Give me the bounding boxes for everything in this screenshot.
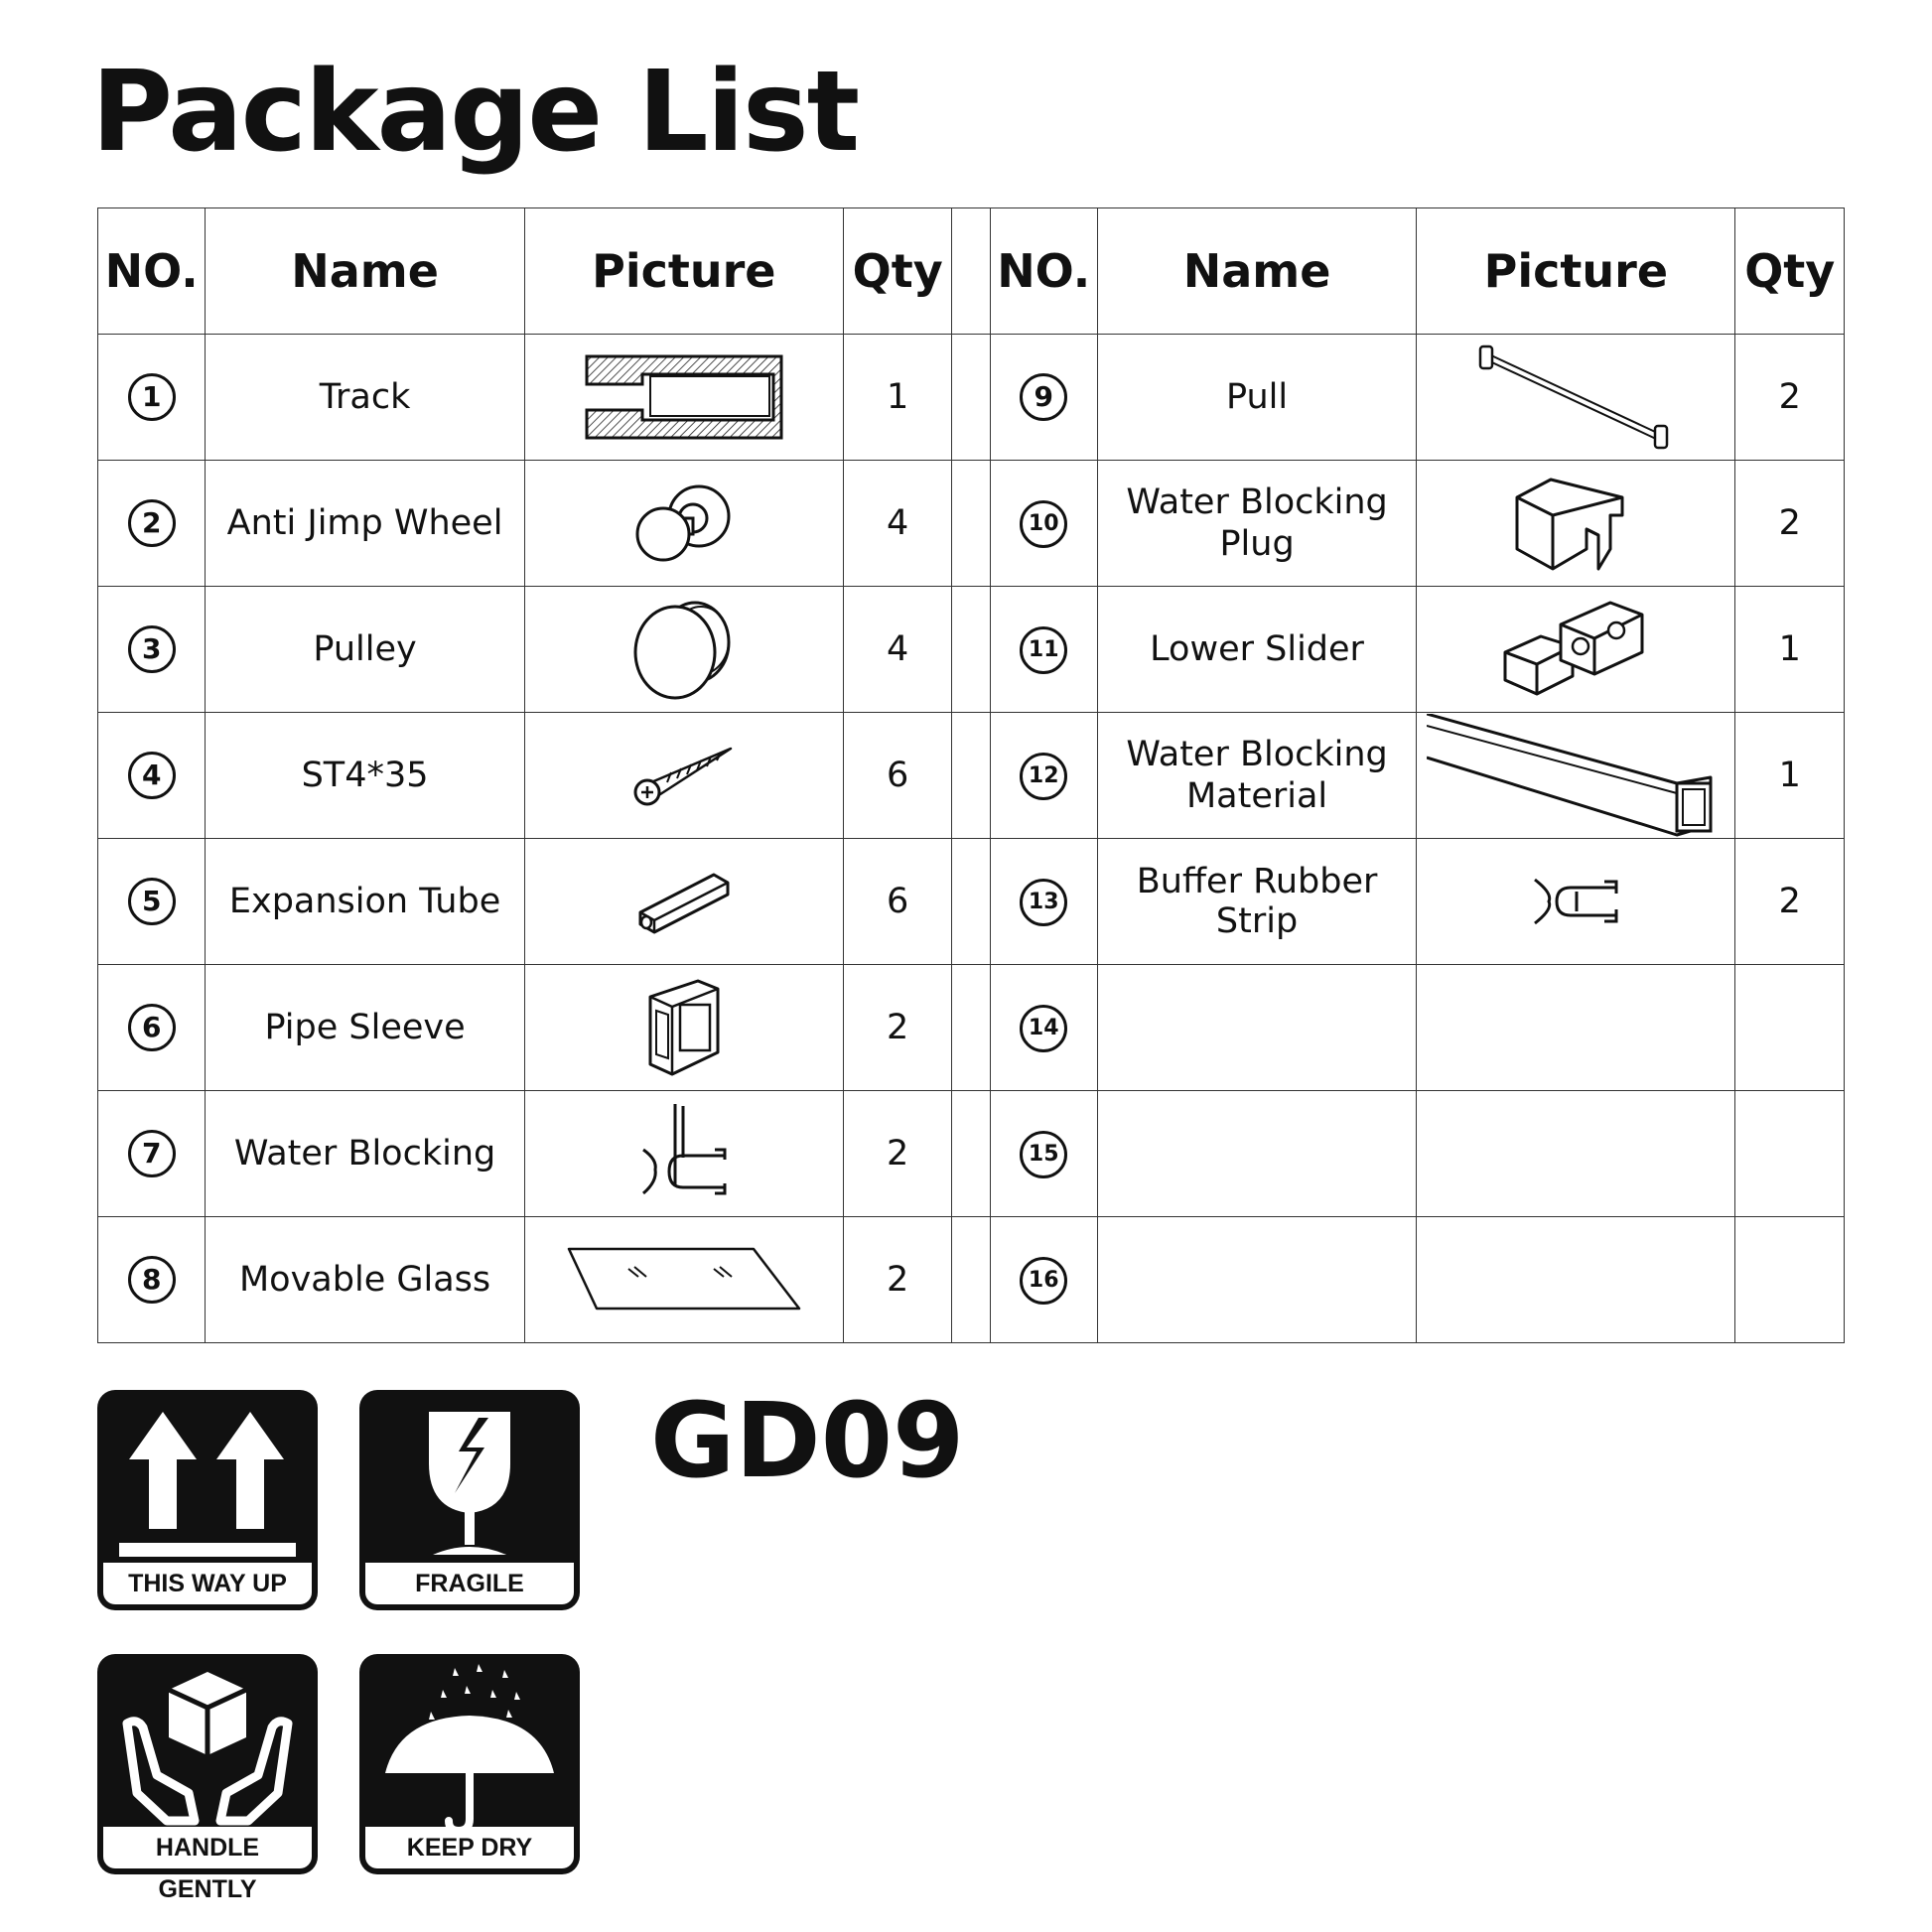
item-name	[1097, 965, 1416, 1091]
item-qty: 6	[843, 713, 951, 839]
column-gap	[952, 587, 990, 713]
item-name	[1097, 1091, 1416, 1217]
header-no: NO.	[98, 208, 206, 335]
anti-jump-wheel-icon	[524, 461, 843, 587]
item-name: Expansion Tube	[206, 839, 524, 965]
item-qty: 6	[843, 839, 951, 965]
item-name: Water Blocking	[206, 1091, 524, 1217]
column-gap	[952, 461, 990, 587]
screw-icon	[524, 713, 843, 839]
item-qty: 2	[1735, 839, 1845, 965]
item-name: Anti Jimp Wheel	[206, 461, 524, 587]
item-number: 11	[1020, 626, 1067, 674]
item-picture-empty	[1417, 1091, 1735, 1217]
item-number: 2	[128, 499, 176, 547]
table-row	[98, 839, 1845, 965]
item-number: 6	[128, 1004, 176, 1051]
header-name: Name	[206, 208, 524, 335]
glass-panel-icon	[524, 1217, 843, 1343]
header-no: NO.	[990, 208, 1097, 335]
badge-label: FRAGILE	[365, 1563, 574, 1604]
column-gap	[952, 335, 990, 461]
table-row	[98, 965, 1845, 1091]
item-name: Water Blocking Material	[1097, 713, 1416, 839]
page-title: Package List	[91, 48, 859, 177]
item-picture-empty	[1417, 965, 1735, 1091]
badge-label: THIS WAY UP	[103, 1563, 312, 1604]
item-qty	[1735, 965, 1845, 1091]
item-qty: 1	[1735, 587, 1845, 713]
handle-gently-badge	[97, 1654, 318, 1903]
item-name: Pipe Sleeve	[206, 965, 524, 1091]
item-picture-empty	[1417, 1217, 1735, 1343]
badge-label: KEEP DRY	[365, 1827, 574, 1868]
header-picture: Picture	[1417, 208, 1735, 335]
item-qty: 2	[1735, 335, 1845, 461]
item-qty: 2	[843, 1091, 951, 1217]
item-number: 13	[1020, 879, 1067, 926]
item-name	[1097, 1217, 1416, 1343]
item-qty: 4	[843, 461, 951, 587]
package-table	[97, 207, 1845, 1343]
item-name: Track	[206, 335, 524, 461]
table-row	[98, 335, 1845, 461]
track-profile-icon	[524, 335, 843, 461]
item-qty: 1	[1735, 713, 1845, 839]
item-number: 7	[128, 1130, 176, 1177]
item-qty	[1735, 1217, 1845, 1343]
item-qty: 4	[843, 587, 951, 713]
header-name: Name	[1097, 208, 1416, 335]
item-number: 5	[128, 878, 176, 925]
column-gap	[952, 965, 990, 1091]
item-name: Pull	[1097, 335, 1416, 461]
column-gap	[952, 1091, 990, 1217]
item-name: ST4*35	[206, 713, 524, 839]
item-number: 3	[128, 625, 176, 673]
item-qty: 2	[843, 1217, 951, 1343]
item-name: Pulley	[206, 587, 524, 713]
pull-handle-icon	[1417, 335, 1735, 461]
column-gap	[952, 1217, 990, 1343]
header-qty: Qty	[843, 208, 951, 335]
item-number: 15	[1020, 1131, 1067, 1178]
table-row	[98, 1091, 1845, 1217]
buffer-strip-icon	[1417, 839, 1735, 965]
table-row	[98, 1217, 1845, 1343]
item-name: Buffer Rubber Strip	[1097, 839, 1416, 965]
column-gap	[952, 208, 990, 335]
item-name: Movable Glass	[206, 1217, 524, 1343]
item-number: 1	[128, 373, 176, 421]
header-qty: Qty	[1735, 208, 1845, 335]
water-blocking-plug-icon	[1417, 461, 1735, 587]
item-qty: 2	[843, 965, 951, 1091]
header-picture: Picture	[524, 208, 843, 335]
expansion-tube-icon	[524, 839, 843, 965]
model-number: GD09	[650, 1380, 965, 1501]
water-blocking-strip-icon	[524, 1091, 843, 1217]
item-name: Water Blocking Plug	[1097, 461, 1416, 587]
item-number: 10	[1020, 500, 1067, 548]
item-number: 9	[1020, 373, 1067, 421]
item-qty: 2	[1735, 461, 1845, 587]
item-qty: 1	[843, 335, 951, 461]
item-number: 16	[1020, 1257, 1067, 1305]
item-qty	[1735, 1091, 1845, 1217]
badge-label: HANDLE GENTLY	[103, 1827, 312, 1868]
table-row	[98, 713, 1845, 839]
item-number: 14	[1020, 1005, 1067, 1052]
pulley-icon	[524, 587, 843, 713]
lower-slider-icon	[1417, 587, 1735, 713]
item-name: Lower Slider	[1097, 587, 1416, 713]
keep-dry-badge	[359, 1654, 580, 1874]
table-row	[98, 587, 1845, 713]
item-number: 8	[128, 1256, 176, 1304]
table-row	[98, 461, 1845, 587]
column-gap	[952, 839, 990, 965]
square-tube-icon	[1417, 713, 1735, 839]
this-way-up-badge	[97, 1390, 318, 1610]
column-gap	[952, 713, 990, 839]
header-row	[98, 208, 1845, 335]
item-number: 12	[1020, 753, 1067, 800]
pipe-sleeve-icon	[524, 965, 843, 1091]
item-number: 4	[128, 752, 176, 799]
fragile-badge	[359, 1390, 580, 1610]
